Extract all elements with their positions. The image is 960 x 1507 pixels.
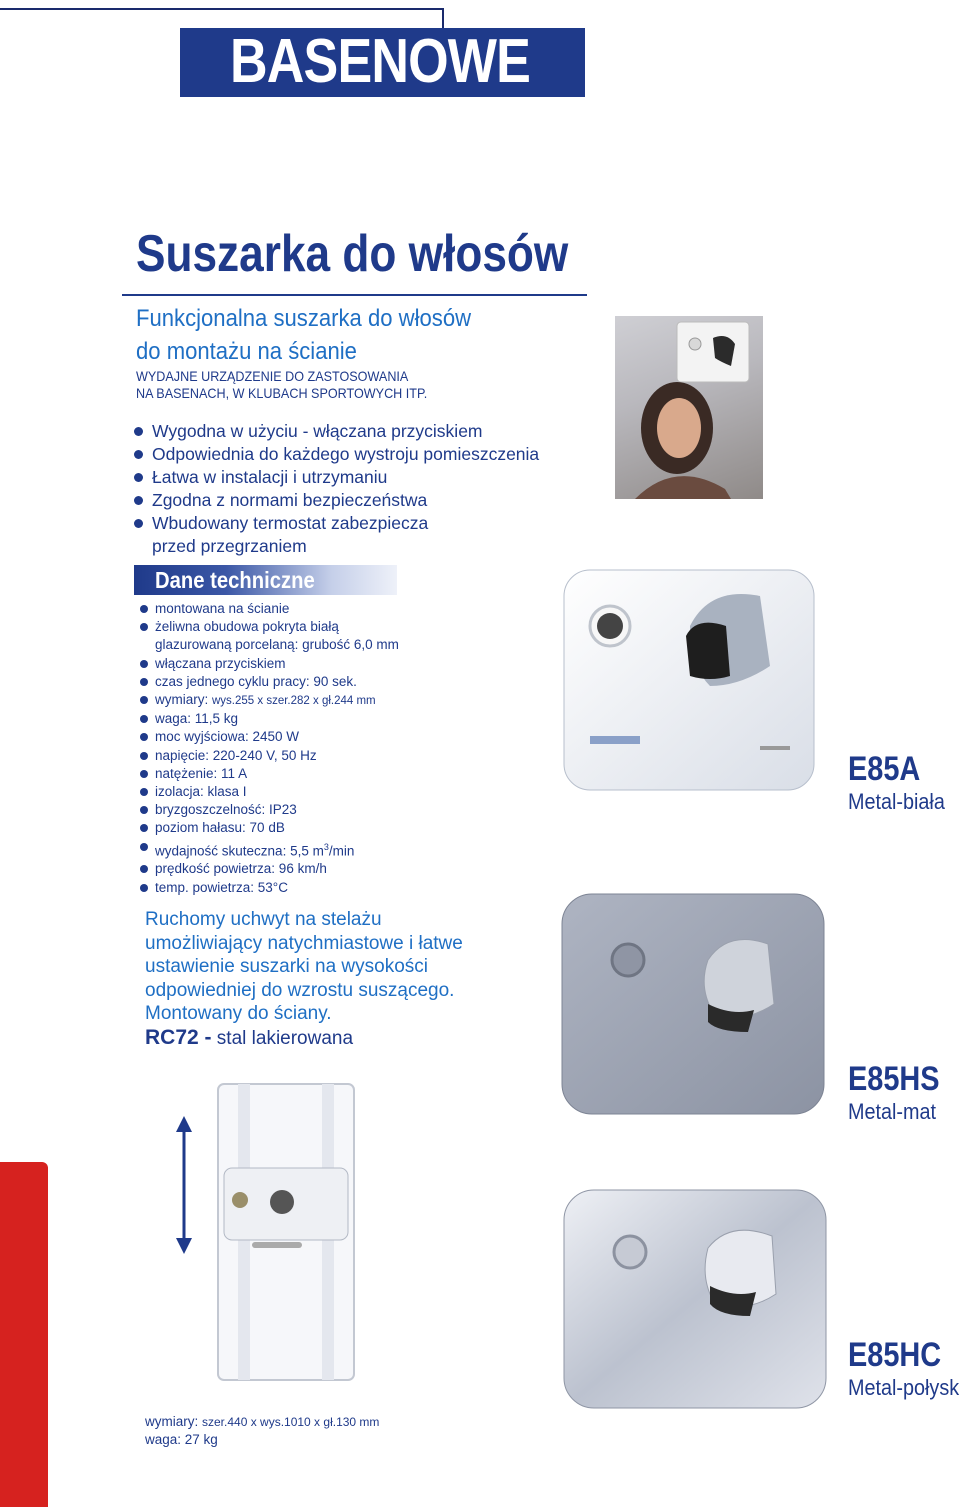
feature-text-continued: przed przegrzaniem xyxy=(152,536,307,556)
rc72-weight: waga: 27 kg xyxy=(145,1432,218,1447)
spec-text: żeliwna obudowa pokryta białą xyxy=(155,619,339,635)
bullet-icon xyxy=(140,678,148,686)
spec-item xyxy=(140,618,399,636)
feature-text: Łatwa w instalacji i utrzymaniu xyxy=(152,467,388,487)
e85hs-model: E85HS xyxy=(848,1060,940,1098)
feature-item xyxy=(134,420,539,443)
feature-text: Zgodna z normami bezpieczeństwa xyxy=(152,490,428,510)
rc72-model-desc: stal lakierowana xyxy=(211,1028,354,1049)
e85a-model: E85A xyxy=(848,750,921,788)
spec-item xyxy=(140,710,399,728)
spec-text: izolacja: klasa I xyxy=(155,784,247,800)
rc72-dims-value: szer.440 x wys.1010 x gł.130 mm xyxy=(202,1415,380,1429)
feature-list xyxy=(134,420,539,558)
spec-list xyxy=(140,600,399,897)
bullet-icon xyxy=(134,427,143,436)
spec-value: wys.255 x szer.282 x gł.244 mm xyxy=(212,695,376,708)
spec-text: /min xyxy=(328,843,355,859)
e85hs-finish: Metal-mat xyxy=(848,1099,937,1124)
rc72-model-code: RC72 - xyxy=(145,1026,212,1049)
top-frame-line xyxy=(0,8,444,10)
spec-text: natężenie: 11 A xyxy=(155,765,248,781)
bullet-icon xyxy=(134,519,143,528)
spec-label: wymiary: xyxy=(155,692,212,708)
rc72-line: umożliwiający natychmiastowe i łatwe xyxy=(145,932,463,954)
rc72-specs xyxy=(145,1413,379,1449)
bullet-icon xyxy=(140,623,148,631)
spec-text: czas jednego cyklu pracy: 90 sek. xyxy=(155,673,357,689)
rc72-line: odpowiedniej do wzrostu suszącego. xyxy=(145,979,455,1001)
header-banner-title: BASENOWE xyxy=(230,27,530,96)
spec-text: napięcie: 220-240 V, 50 Hz xyxy=(155,747,317,763)
rc72-line: Montowany do ściany. xyxy=(145,1003,332,1024)
bullet-icon xyxy=(134,450,143,459)
page-title: Suszarka do włosów xyxy=(136,225,569,283)
caps-line-1: WYDAJNE URZĄDZENIE DO ZASTOSOWANIA xyxy=(136,368,409,384)
spec-text: wydajność skuteczna: 5,5 m xyxy=(155,843,324,859)
e85hs-label xyxy=(848,1060,956,1125)
red-accent-bar xyxy=(0,1162,48,1507)
spec-item xyxy=(140,838,399,861)
e85hc-model: E85HC xyxy=(848,1336,942,1374)
e85hc-label xyxy=(848,1336,960,1401)
spec-text: moc wyjściowa: 2450 W xyxy=(155,729,300,745)
e85hc-dryer-image xyxy=(560,1186,830,1416)
feature-item xyxy=(134,512,539,558)
spec-item xyxy=(140,691,399,710)
bullet-icon xyxy=(140,770,148,778)
bullet-icon xyxy=(140,788,148,796)
spec-item xyxy=(140,860,399,878)
e85a-label xyxy=(848,750,956,815)
feature-item xyxy=(134,466,539,489)
feature-text: Odpowiednia do każdego wystroju pomieszczenia xyxy=(152,444,540,464)
feature-item xyxy=(134,443,539,466)
spec-text: temp. powietrza: 53°C xyxy=(155,879,288,895)
rc72-description xyxy=(145,908,463,1026)
bullet-icon xyxy=(140,806,148,814)
bullet-icon xyxy=(140,824,148,832)
bullet-icon xyxy=(134,473,143,482)
e85a-finish: Metal-biała xyxy=(848,789,945,814)
rc72-model xyxy=(145,1026,353,1050)
rc72-dims-label: wymiary: xyxy=(145,1414,202,1429)
feature-text: Wygodna w użyciu - włączana przyciskiem xyxy=(152,421,483,441)
spec-item xyxy=(140,765,399,783)
bullet-icon xyxy=(140,752,148,760)
woman-illustration xyxy=(615,316,763,499)
bullet-icon xyxy=(140,865,148,873)
e85hc-finish: Metal-połysk xyxy=(848,1375,960,1400)
bullet-icon xyxy=(140,715,148,723)
rc72-stand-image xyxy=(168,1080,368,1385)
spec-item xyxy=(140,728,399,746)
top-frame-corner xyxy=(442,8,444,28)
spec-text: glazurowaną porcelaną: grubość 6,0 mm xyxy=(155,637,399,653)
bullet-icon xyxy=(134,496,143,505)
title-divider xyxy=(122,294,587,296)
bullet-icon xyxy=(140,696,148,704)
bullet-icon xyxy=(140,843,148,851)
bullet-icon xyxy=(140,884,148,892)
spec-item xyxy=(140,747,399,765)
subtitle-line-2: do montażu na ścianie xyxy=(136,338,357,365)
spec-text: bryzgoszczelność: IP23 xyxy=(155,802,297,818)
bullet-icon xyxy=(140,660,148,668)
spec-text: poziom hałasu: 70 dB xyxy=(155,820,285,836)
e85a-dryer-image xyxy=(560,566,820,796)
spec-text: waga: 11,5 kg xyxy=(155,711,239,727)
spec-item xyxy=(140,783,399,801)
spec-text: prędkość powietrza: 96 km/h xyxy=(155,861,327,877)
spec-text: włączana przyciskiem xyxy=(155,655,286,671)
feature-item xyxy=(134,489,539,512)
tech-heading: Dane techniczne xyxy=(155,567,315,593)
spec-item xyxy=(140,673,399,691)
caps-description xyxy=(136,368,427,402)
e85hs-dryer-image xyxy=(558,890,828,1120)
spec-item xyxy=(140,819,399,837)
spec-superscript: 3 xyxy=(323,841,329,852)
rc72-line: Ruchomy uchwyt na stelażu xyxy=(145,909,382,930)
woman-photo xyxy=(615,316,763,499)
caps-line-2: NA BASENACH, W KLUBACH SPORTOWYCH ITP. xyxy=(136,385,428,401)
rc72-line: ustawienie suszarki na wysokości xyxy=(145,956,429,977)
bullet-icon xyxy=(140,605,148,613)
spec-item-continued xyxy=(140,636,399,654)
spec-text: montowana na ścianie xyxy=(155,601,290,616)
spec-item xyxy=(140,655,399,673)
spec-item xyxy=(140,801,399,819)
subtitle-line-1: Funkcjonalna suszarka do włosów xyxy=(136,305,472,332)
spec-item xyxy=(140,879,399,897)
bullet-icon xyxy=(140,733,148,741)
spec-item xyxy=(140,600,399,618)
feature-text: Wbudowany termostat zabezpiecza xyxy=(152,513,429,533)
rc72-dimensions xyxy=(145,1413,379,1431)
subtitle xyxy=(136,302,471,368)
